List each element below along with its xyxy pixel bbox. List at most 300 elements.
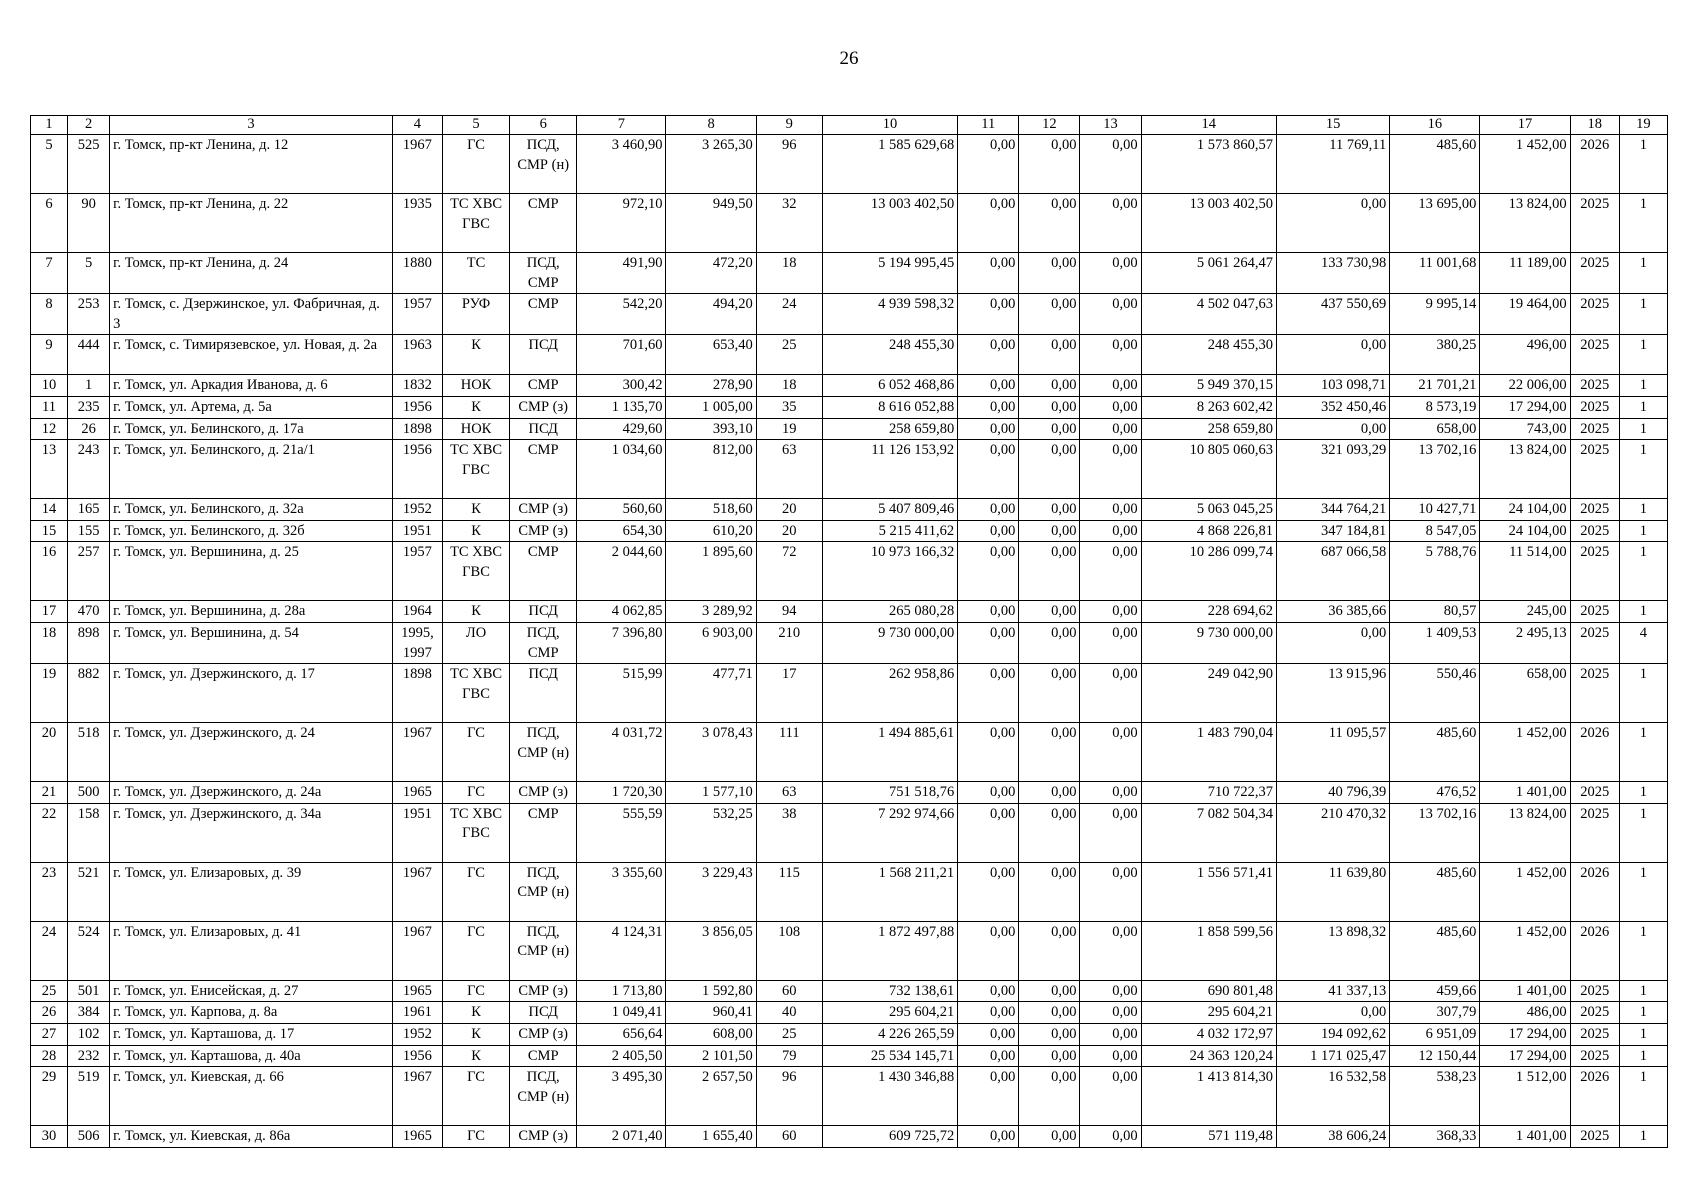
cell-work-type: К bbox=[442, 520, 509, 542]
cell-cost-13: 0,00 bbox=[1080, 418, 1141, 440]
cell-work-type: ГС bbox=[442, 1067, 509, 1126]
cell-cost-13: 0,00 bbox=[1080, 622, 1141, 663]
cell-total-cost: 295 604,21 bbox=[822, 1002, 957, 1024]
cell-count: 1 bbox=[1619, 253, 1667, 294]
cell-year: 2025 bbox=[1570, 375, 1619, 397]
cell-count: 1 bbox=[1619, 418, 1667, 440]
cell-cost-13: 0,00 bbox=[1080, 253, 1141, 294]
cell-total-area: 3 460,90 bbox=[577, 135, 666, 194]
cell-max-unit-cost: 1 401,00 bbox=[1480, 980, 1570, 1002]
table-row bbox=[31, 1126, 1668, 1148]
cell-cost-13: 0,00 bbox=[1080, 375, 1141, 397]
cell-work-stage: ПСД, СМР (н) bbox=[510, 921, 577, 980]
cell-max-unit-cost: 1 452,00 bbox=[1480, 135, 1570, 194]
cell-total-area: 1 034,60 bbox=[577, 440, 666, 499]
cell-row-index: 28 bbox=[31, 1045, 68, 1067]
column-header-15: 15 bbox=[1276, 116, 1389, 135]
cell-cost-13: 0,00 bbox=[1080, 499, 1141, 521]
cell-cost-14: 295 604,21 bbox=[1141, 1002, 1276, 1024]
column-header-5: 5 bbox=[442, 116, 509, 135]
cell-residents: 24 bbox=[756, 294, 822, 335]
cell-row-index: 21 bbox=[31, 782, 68, 804]
cell-unit-cost: 485,60 bbox=[1390, 862, 1480, 921]
cell-work-stage: СМР bbox=[510, 194, 577, 253]
column-header-2: 2 bbox=[68, 116, 110, 135]
cell-total-area: 1 720,30 bbox=[577, 782, 666, 804]
cell-house-id: 521 bbox=[68, 862, 110, 921]
cell-cost-15: 13 915,96 bbox=[1276, 664, 1389, 723]
cell-cost-11: 0,00 bbox=[958, 1045, 1019, 1067]
cell-unit-cost: 368,33 bbox=[1390, 1126, 1480, 1148]
cell-cost-14: 10 286 099,74 bbox=[1141, 542, 1276, 601]
cell-living-area: 608,00 bbox=[666, 1023, 756, 1045]
cell-house-id: 519 bbox=[68, 1067, 110, 1126]
cell-cost-15: 0,00 bbox=[1276, 1002, 1389, 1024]
cell-cost-14: 1 573 860,57 bbox=[1141, 135, 1276, 194]
cell-total-area: 542,20 bbox=[577, 294, 666, 335]
cell-cost-15: 0,00 bbox=[1276, 335, 1389, 375]
cell-build-year: 1965 bbox=[392, 782, 442, 804]
cell-build-year: 1965 bbox=[392, 980, 442, 1002]
cell-work-type: ГС bbox=[442, 980, 509, 1002]
cell-cost-11: 0,00 bbox=[958, 980, 1019, 1002]
cell-house-id: 232 bbox=[68, 1045, 110, 1067]
cell-cost-12: 0,00 bbox=[1019, 622, 1080, 663]
cell-house-id: 898 bbox=[68, 622, 110, 663]
cell-residents: 25 bbox=[756, 335, 822, 375]
cell-count: 1 bbox=[1619, 1002, 1667, 1024]
cell-total-area: 7 396,80 bbox=[577, 622, 666, 663]
cell-address: г. Томск, ул. Белинского, д. 32б bbox=[110, 520, 393, 542]
cell-cost-14: 249 042,90 bbox=[1141, 664, 1276, 723]
cell-unit-cost: 9 995,14 bbox=[1390, 294, 1480, 335]
table-row bbox=[31, 862, 1668, 921]
cell-residents: 25 bbox=[756, 1023, 822, 1045]
cell-living-area: 653,40 bbox=[666, 335, 756, 375]
cell-residents: 210 bbox=[756, 622, 822, 663]
cell-cost-13: 0,00 bbox=[1080, 542, 1141, 601]
table-row bbox=[31, 135, 1668, 194]
cell-max-unit-cost: 496,00 bbox=[1480, 335, 1570, 375]
column-header-12: 12 bbox=[1019, 116, 1080, 135]
cell-total-area: 972,10 bbox=[577, 194, 666, 253]
cell-work-type: ГС bbox=[442, 1126, 509, 1148]
cell-total-area: 4 124,31 bbox=[577, 921, 666, 980]
page-number: 26 bbox=[839, 48, 859, 69]
cell-row-index: 23 bbox=[31, 862, 68, 921]
cell-count: 1 bbox=[1619, 1067, 1667, 1126]
cell-cost-12: 0,00 bbox=[1019, 135, 1080, 194]
cell-residents: 94 bbox=[756, 601, 822, 623]
cell-year: 2025 bbox=[1570, 194, 1619, 253]
cell-address: г. Томск, ул. Карпова, д. 8а bbox=[110, 1002, 393, 1024]
column-header-13: 13 bbox=[1080, 116, 1141, 135]
cell-count: 1 bbox=[1619, 520, 1667, 542]
column-header-19: 19 bbox=[1619, 116, 1667, 135]
cell-total-area: 300,42 bbox=[577, 375, 666, 397]
cell-year: 2025 bbox=[1570, 1045, 1619, 1067]
cell-unit-cost: 12 150,44 bbox=[1390, 1045, 1480, 1067]
cell-max-unit-cost: 1 401,00 bbox=[1480, 782, 1570, 804]
cell-address: г. Томск, ул. Киевская, д. 86а bbox=[110, 1126, 393, 1148]
cell-work-stage: ПСД, СМР (н) bbox=[510, 723, 577, 782]
cell-cost-15: 36 385,66 bbox=[1276, 601, 1389, 623]
cell-unit-cost: 8 573,19 bbox=[1390, 396, 1480, 418]
cell-cost-15: 437 550,69 bbox=[1276, 294, 1389, 335]
cell-row-index: 7 bbox=[31, 253, 68, 294]
cell-cost-13: 0,00 bbox=[1080, 862, 1141, 921]
cell-cost-11: 0,00 bbox=[958, 1002, 1019, 1024]
cell-row-index: 26 bbox=[31, 1002, 68, 1024]
cell-residents: 35 bbox=[756, 396, 822, 418]
cell-max-unit-cost: 13 824,00 bbox=[1480, 194, 1570, 253]
cell-house-id: 5 bbox=[68, 253, 110, 294]
cell-work-type: К bbox=[442, 1023, 509, 1045]
cell-living-area: 2 657,50 bbox=[666, 1067, 756, 1126]
cell-total-cost: 5 194 995,45 bbox=[822, 253, 957, 294]
cell-address: г. Томск, ул. Вершинина, д. 54 bbox=[110, 622, 393, 663]
table-row bbox=[31, 520, 1668, 542]
cell-living-area: 494,20 bbox=[666, 294, 756, 335]
cell-residents: 111 bbox=[756, 723, 822, 782]
cell-cost-14: 8 263 602,42 bbox=[1141, 396, 1276, 418]
cell-year: 2025 bbox=[1570, 253, 1619, 294]
cell-max-unit-cost: 19 464,00 bbox=[1480, 294, 1570, 335]
cell-cost-12: 0,00 bbox=[1019, 1023, 1080, 1045]
cell-cost-12: 0,00 bbox=[1019, 1002, 1080, 1024]
table-row bbox=[31, 803, 1668, 862]
cell-row-index: 16 bbox=[31, 542, 68, 601]
cell-total-cost: 8 616 052,88 bbox=[822, 396, 957, 418]
cell-build-year: 1963 bbox=[392, 335, 442, 375]
cell-cost-15: 1 171 025,47 bbox=[1276, 1045, 1389, 1067]
cell-cost-13: 0,00 bbox=[1080, 921, 1141, 980]
cell-work-stage: СМР (з) bbox=[510, 499, 577, 521]
cell-row-index: 5 bbox=[31, 135, 68, 194]
cell-year: 2025 bbox=[1570, 1002, 1619, 1024]
cell-cost-14: 5 063 045,25 bbox=[1141, 499, 1276, 521]
cell-max-unit-cost: 245,00 bbox=[1480, 601, 1570, 623]
cell-work-stage: ПСД bbox=[510, 601, 577, 623]
cell-cost-11: 0,00 bbox=[958, 253, 1019, 294]
cell-max-unit-cost: 1 401,00 bbox=[1480, 1126, 1570, 1148]
column-header-17: 17 bbox=[1480, 116, 1570, 135]
cell-max-unit-cost: 486,00 bbox=[1480, 1002, 1570, 1024]
table-row bbox=[31, 723, 1668, 782]
column-number-header bbox=[31, 116, 1668, 135]
cell-work-stage: ПСД, СМР (н) bbox=[510, 862, 577, 921]
cell-row-index: 20 bbox=[31, 723, 68, 782]
cell-total-cost: 732 138,61 bbox=[822, 980, 957, 1002]
cell-build-year: 1935 bbox=[392, 194, 442, 253]
cell-cost-11: 0,00 bbox=[958, 520, 1019, 542]
cell-row-index: 11 bbox=[31, 396, 68, 418]
cell-living-area: 278,90 bbox=[666, 375, 756, 397]
cell-work-stage: ПСД, СМР (н) bbox=[510, 1067, 577, 1126]
cell-cost-12: 0,00 bbox=[1019, 542, 1080, 601]
cell-count: 1 bbox=[1619, 194, 1667, 253]
cell-cost-14: 5 949 370,15 bbox=[1141, 375, 1276, 397]
cell-work-type: ТС ХВС ГВС bbox=[442, 542, 509, 601]
cell-living-area: 1 577,10 bbox=[666, 782, 756, 804]
cell-count: 1 bbox=[1619, 1045, 1667, 1067]
cell-max-unit-cost: 658,00 bbox=[1480, 664, 1570, 723]
cell-max-unit-cost: 1 452,00 bbox=[1480, 723, 1570, 782]
cell-build-year: 1956 bbox=[392, 396, 442, 418]
table-body bbox=[31, 135, 1668, 1148]
cell-cost-12: 0,00 bbox=[1019, 375, 1080, 397]
cell-row-index: 13 bbox=[31, 440, 68, 499]
cell-total-cost: 5 215 411,62 bbox=[822, 520, 957, 542]
cell-year: 2026 bbox=[1570, 135, 1619, 194]
cell-address: г. Томск, ул. Аркадия Иванова, д. 6 bbox=[110, 375, 393, 397]
cell-cost-15: 11 095,57 bbox=[1276, 723, 1389, 782]
cell-cost-11: 0,00 bbox=[958, 396, 1019, 418]
cell-total-cost: 1 494 885,61 bbox=[822, 723, 957, 782]
cell-year: 2025 bbox=[1570, 440, 1619, 499]
cell-cost-11: 0,00 bbox=[958, 1023, 1019, 1045]
cell-row-index: 22 bbox=[31, 803, 68, 862]
cell-total-area: 555,59 bbox=[577, 803, 666, 862]
cell-count: 1 bbox=[1619, 782, 1667, 804]
cell-cost-15: 194 092,62 bbox=[1276, 1023, 1389, 1045]
table-row bbox=[31, 1067, 1668, 1126]
table-row bbox=[31, 1045, 1668, 1067]
cell-cost-13: 0,00 bbox=[1080, 723, 1141, 782]
cell-total-cost: 5 407 809,46 bbox=[822, 499, 957, 521]
cell-work-stage: СМР (з) bbox=[510, 1126, 577, 1148]
cell-row-index: 10 bbox=[31, 375, 68, 397]
cell-cost-11: 0,00 bbox=[958, 1126, 1019, 1148]
cell-total-area: 515,99 bbox=[577, 664, 666, 723]
cell-total-area: 491,90 bbox=[577, 253, 666, 294]
cell-address: г. Томск, с. Дзержинское, ул. Фабричная, д. 3 bbox=[110, 294, 393, 335]
cell-cost-11: 0,00 bbox=[958, 803, 1019, 862]
cell-total-cost: 265 080,28 bbox=[822, 601, 957, 623]
cell-cost-14: 1 483 790,04 bbox=[1141, 723, 1276, 782]
cell-address: г. Томск, ул. Белинского, д. 21а/1 bbox=[110, 440, 393, 499]
cell-max-unit-cost: 11 189,00 bbox=[1480, 253, 1570, 294]
cell-row-index: 9 bbox=[31, 335, 68, 375]
cell-count: 1 bbox=[1619, 294, 1667, 335]
cell-residents: 115 bbox=[756, 862, 822, 921]
cell-max-unit-cost: 24 104,00 bbox=[1480, 499, 1570, 521]
cell-cost-12: 0,00 bbox=[1019, 253, 1080, 294]
table-row bbox=[31, 622, 1668, 663]
cell-total-cost: 258 659,80 bbox=[822, 418, 957, 440]
cell-year: 2025 bbox=[1570, 520, 1619, 542]
cell-cost-12: 0,00 bbox=[1019, 396, 1080, 418]
cell-year: 2025 bbox=[1570, 1023, 1619, 1045]
cell-living-area: 3 289,92 bbox=[666, 601, 756, 623]
cell-address: г. Томск, ул. Вершинина, д. 25 bbox=[110, 542, 393, 601]
cell-house-id: 525 bbox=[68, 135, 110, 194]
cell-residents: 18 bbox=[756, 375, 822, 397]
cell-cost-14: 248 455,30 bbox=[1141, 335, 1276, 375]
cell-build-year: 1898 bbox=[392, 664, 442, 723]
header-row bbox=[31, 116, 1668, 135]
cell-work-type: ТС ХВС ГВС bbox=[442, 194, 509, 253]
cell-total-cost: 751 518,76 bbox=[822, 782, 957, 804]
cell-count: 1 bbox=[1619, 440, 1667, 499]
table-row bbox=[31, 418, 1668, 440]
column-header-1: 1 bbox=[31, 116, 68, 135]
cell-build-year: 1967 bbox=[392, 921, 442, 980]
cell-total-area: 2 044,60 bbox=[577, 542, 666, 601]
cell-living-area: 2 101,50 bbox=[666, 1045, 756, 1067]
cell-max-unit-cost: 1 512,00 bbox=[1480, 1067, 1570, 1126]
cell-count: 1 bbox=[1619, 980, 1667, 1002]
cell-unit-cost: 485,60 bbox=[1390, 723, 1480, 782]
cell-cost-13: 0,00 bbox=[1080, 1067, 1141, 1126]
column-header-10: 10 bbox=[822, 116, 957, 135]
cell-cost-15: 352 450,46 bbox=[1276, 396, 1389, 418]
cell-residents: 19 bbox=[756, 418, 822, 440]
cell-cost-11: 0,00 bbox=[958, 664, 1019, 723]
cell-cost-13: 0,00 bbox=[1080, 396, 1141, 418]
cell-row-index: 30 bbox=[31, 1126, 68, 1148]
cell-cost-11: 0,00 bbox=[958, 1067, 1019, 1126]
cell-work-type: К bbox=[442, 601, 509, 623]
table-row bbox=[31, 980, 1668, 1002]
cell-work-type: ГС bbox=[442, 862, 509, 921]
cell-cost-14: 4 868 226,81 bbox=[1141, 520, 1276, 542]
cell-build-year: 1995, 1997 bbox=[392, 622, 442, 663]
cell-house-id: 470 bbox=[68, 601, 110, 623]
cell-year: 2025 bbox=[1570, 1126, 1619, 1148]
cell-work-stage: ПСД, СМР bbox=[510, 622, 577, 663]
cell-row-index: 14 bbox=[31, 499, 68, 521]
cell-unit-cost: 485,60 bbox=[1390, 921, 1480, 980]
cell-build-year: 1964 bbox=[392, 601, 442, 623]
cell-total-area: 701,60 bbox=[577, 335, 666, 375]
cell-cost-15: 347 184,81 bbox=[1276, 520, 1389, 542]
cell-cost-15: 0,00 bbox=[1276, 418, 1389, 440]
cell-cost-13: 0,00 bbox=[1080, 294, 1141, 335]
cell-total-cost: 609 725,72 bbox=[822, 1126, 957, 1148]
cell-work-stage: СМР (з) bbox=[510, 520, 577, 542]
cell-residents: 20 bbox=[756, 499, 822, 521]
cell-year: 2025 bbox=[1570, 782, 1619, 804]
cell-build-year: 1967 bbox=[392, 862, 442, 921]
cell-total-area: 1 713,80 bbox=[577, 980, 666, 1002]
cell-address: г. Томск, ул. Белинского, д. 32а bbox=[110, 499, 393, 521]
cell-living-area: 3 856,05 bbox=[666, 921, 756, 980]
cell-total-cost: 25 534 145,71 bbox=[822, 1045, 957, 1067]
cell-build-year: 1951 bbox=[392, 803, 442, 862]
cell-unit-cost: 1 409,53 bbox=[1390, 622, 1480, 663]
cell-living-area: 393,10 bbox=[666, 418, 756, 440]
cell-count: 1 bbox=[1619, 862, 1667, 921]
cell-total-cost: 10 973 166,32 bbox=[822, 542, 957, 601]
cell-row-index: 17 bbox=[31, 601, 68, 623]
cell-total-area: 656,64 bbox=[577, 1023, 666, 1045]
cell-house-id: 155 bbox=[68, 520, 110, 542]
cell-living-area: 477,71 bbox=[666, 664, 756, 723]
cell-total-area: 429,60 bbox=[577, 418, 666, 440]
cell-total-cost: 1 585 629,68 bbox=[822, 135, 957, 194]
cell-cost-15: 687 066,58 bbox=[1276, 542, 1389, 601]
cell-work-type: ГС bbox=[442, 135, 509, 194]
cell-work-type: К bbox=[442, 1045, 509, 1067]
cell-work-stage: ПСД bbox=[510, 1002, 577, 1024]
cell-house-id: 243 bbox=[68, 440, 110, 499]
cell-total-cost: 9 730 000,00 bbox=[822, 622, 957, 663]
cell-cost-14: 1 413 814,30 bbox=[1141, 1067, 1276, 1126]
cell-total-area: 560,60 bbox=[577, 499, 666, 521]
cell-build-year: 1967 bbox=[392, 135, 442, 194]
cell-address: г. Томск, пр-кт Ленина, д. 22 bbox=[110, 194, 393, 253]
cell-count: 1 bbox=[1619, 1023, 1667, 1045]
cell-address: г. Томск, ул. Белинского, д. 17а bbox=[110, 418, 393, 440]
cell-cost-13: 0,00 bbox=[1080, 1023, 1141, 1045]
cell-cost-12: 0,00 bbox=[1019, 440, 1080, 499]
cell-max-unit-cost: 17 294,00 bbox=[1480, 396, 1570, 418]
cell-residents: 108 bbox=[756, 921, 822, 980]
cell-residents: 20 bbox=[756, 520, 822, 542]
cell-count: 1 bbox=[1619, 723, 1667, 782]
cell-residents: 60 bbox=[756, 980, 822, 1002]
cell-cost-12: 0,00 bbox=[1019, 601, 1080, 623]
cell-residents: 96 bbox=[756, 1067, 822, 1126]
cell-living-area: 960,41 bbox=[666, 1002, 756, 1024]
cell-house-id: 158 bbox=[68, 803, 110, 862]
cell-address: г. Томск, ул. Елизаровых, д. 41 bbox=[110, 921, 393, 980]
cell-cost-15: 16 532,58 bbox=[1276, 1067, 1389, 1126]
cell-year: 2025 bbox=[1570, 980, 1619, 1002]
cell-residents: 18 bbox=[756, 253, 822, 294]
cell-work-type: НОК bbox=[442, 418, 509, 440]
cell-house-id: 501 bbox=[68, 980, 110, 1002]
cell-row-index: 6 bbox=[31, 194, 68, 253]
cell-year: 2025 bbox=[1570, 418, 1619, 440]
cell-house-id: 90 bbox=[68, 194, 110, 253]
cell-cost-12: 0,00 bbox=[1019, 1126, 1080, 1148]
table-row bbox=[31, 601, 1668, 623]
cell-cost-14: 5 061 264,47 bbox=[1141, 253, 1276, 294]
table-row bbox=[31, 921, 1668, 980]
cell-cost-14: 4 032 172,97 bbox=[1141, 1023, 1276, 1045]
cell-total-area: 654,30 bbox=[577, 520, 666, 542]
cell-year: 2026 bbox=[1570, 862, 1619, 921]
cell-total-cost: 1 430 346,88 bbox=[822, 1067, 957, 1126]
cell-total-cost: 248 455,30 bbox=[822, 335, 957, 375]
cell-living-area: 3 229,43 bbox=[666, 862, 756, 921]
cell-work-stage: СМР bbox=[510, 1045, 577, 1067]
cell-unit-cost: 550,46 bbox=[1390, 664, 1480, 723]
cell-cost-13: 0,00 bbox=[1080, 520, 1141, 542]
cell-cost-12: 0,00 bbox=[1019, 294, 1080, 335]
table-row bbox=[31, 499, 1668, 521]
cell-residents: 63 bbox=[756, 440, 822, 499]
cell-row-index: 18 bbox=[31, 622, 68, 663]
cell-build-year: 1965 bbox=[392, 1126, 442, 1148]
cell-work-type: ЛО bbox=[442, 622, 509, 663]
cell-work-stage: СМР (з) bbox=[510, 980, 577, 1002]
cell-row-index: 15 bbox=[31, 520, 68, 542]
cell-unit-cost: 380,25 bbox=[1390, 335, 1480, 375]
cell-cost-15: 11 639,80 bbox=[1276, 862, 1389, 921]
cell-year: 2026 bbox=[1570, 723, 1619, 782]
cell-build-year: 1952 bbox=[392, 1023, 442, 1045]
cell-living-area: 518,60 bbox=[666, 499, 756, 521]
cell-work-type: ГС bbox=[442, 723, 509, 782]
cell-max-unit-cost: 24 104,00 bbox=[1480, 520, 1570, 542]
cell-count: 4 bbox=[1619, 622, 1667, 663]
cell-cost-12: 0,00 bbox=[1019, 723, 1080, 782]
table-row bbox=[31, 194, 1668, 253]
cell-work-type: ТС ХВС ГВС bbox=[442, 803, 509, 862]
